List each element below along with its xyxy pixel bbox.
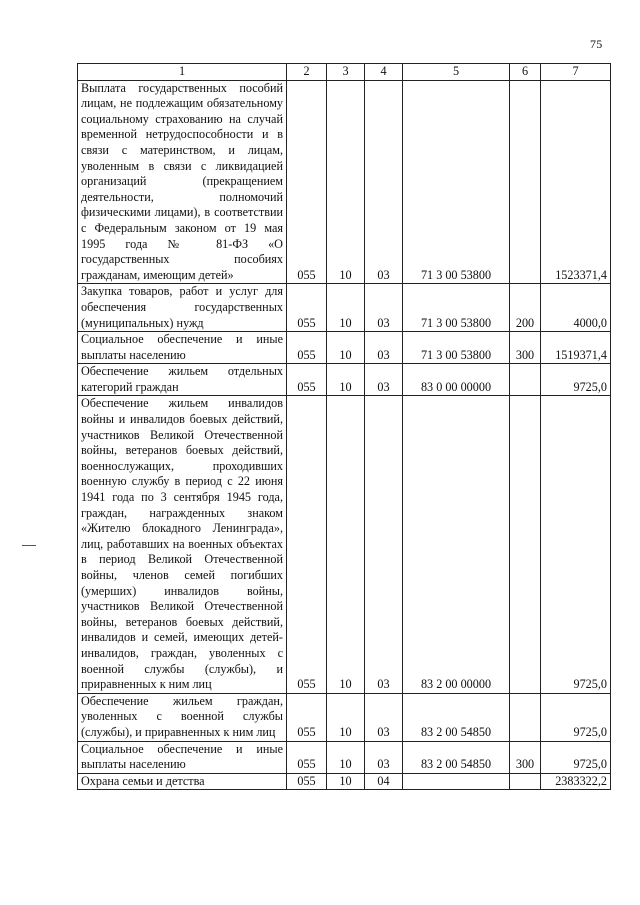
row-section: 10 bbox=[327, 396, 365, 693]
header-row bbox=[78, 64, 611, 81]
row-amount: 9725,0 bbox=[541, 364, 611, 396]
table-row bbox=[78, 332, 611, 364]
row-name-text: Обеспечение жильем отдельных категорий граждан bbox=[81, 364, 283, 394]
header-col-2: 2 bbox=[287, 64, 327, 81]
row-section: 10 bbox=[327, 284, 365, 332]
row-admin-code: 055 bbox=[287, 693, 327, 741]
header-col-6: 6 bbox=[510, 64, 541, 81]
row-amount: 4000,0 bbox=[541, 284, 611, 332]
table-row bbox=[78, 693, 611, 741]
row-admin-code: 055 bbox=[287, 332, 327, 364]
header-col-1: 1 bbox=[78, 64, 287, 81]
row-section: 10 bbox=[327, 693, 365, 741]
row-name bbox=[78, 80, 287, 284]
row-subsection: 03 bbox=[365, 80, 403, 284]
table-header bbox=[78, 64, 611, 81]
row-target-article: 83 2 00 54850 bbox=[403, 693, 510, 741]
row-name bbox=[78, 364, 287, 396]
table-body bbox=[78, 80, 611, 790]
table-row bbox=[78, 396, 611, 693]
row-name-text: Обеспечение жильем граждан, уволенных с военной службы (службы), и приравненных к ним лиц bbox=[81, 693, 283, 739]
row-name-text: Выплата государственных пособий лицам, не подлежащим обязательному социальному страхованию на случай временной нетрудоспособности и в связи с материнством, и лицам, уволенным в связи с ликвидацией организаций (прекращением деятельности, полномочий физическими лицами), в соответствии с Федеральным законом от 19 мая 1995 года № 81-ФЗ «О государственных пособиях гражданам, имеющим детей» bbox=[81, 80, 283, 282]
row-admin-code: 055 bbox=[287, 80, 327, 284]
row-target-article: 71 3 00 53800 bbox=[403, 80, 510, 284]
row-name bbox=[78, 741, 287, 773]
row-target-article: 83 2 00 00000 bbox=[403, 396, 510, 693]
table-row bbox=[78, 80, 611, 284]
header-col-5: 5 bbox=[403, 64, 510, 81]
row-target-article: 71 3 00 53800 bbox=[403, 284, 510, 332]
row-section: 10 bbox=[327, 332, 365, 364]
row-amount: 9725,0 bbox=[541, 693, 611, 741]
row-subsection: 03 bbox=[365, 284, 403, 332]
margin-mark bbox=[22, 545, 36, 546]
row-expense-type bbox=[510, 396, 541, 693]
row-subsection: 03 bbox=[365, 332, 403, 364]
header-col-3: 3 bbox=[327, 64, 365, 81]
row-expense-type bbox=[510, 80, 541, 284]
row-name-text: Социальное обеспечение и иные выплаты населению bbox=[81, 332, 283, 362]
row-name bbox=[78, 396, 287, 693]
row-expense-type: 300 bbox=[510, 741, 541, 773]
page-number: 75 bbox=[590, 37, 603, 51]
row-name bbox=[78, 332, 287, 364]
row-expense-type bbox=[510, 693, 541, 741]
row-expense-type bbox=[510, 773, 541, 790]
row-expense-type: 300 bbox=[510, 332, 541, 364]
row-subsection: 03 bbox=[365, 693, 403, 741]
row-name bbox=[78, 773, 287, 790]
table-row bbox=[78, 284, 611, 332]
row-name bbox=[78, 284, 287, 332]
row-target-article bbox=[403, 773, 510, 790]
row-section: 10 bbox=[327, 773, 365, 790]
row-target-article: 83 2 00 54850 bbox=[403, 741, 510, 773]
row-expense-type bbox=[510, 364, 541, 396]
header-col-4: 4 bbox=[365, 64, 403, 81]
budget-table bbox=[77, 63, 611, 790]
row-subsection: 03 bbox=[365, 741, 403, 773]
row-amount: 2383322,2 bbox=[541, 773, 611, 790]
row-admin-code: 055 bbox=[287, 364, 327, 396]
row-amount: 9725,0 bbox=[541, 741, 611, 773]
row-amount: 9725,0 bbox=[541, 396, 611, 693]
row-target-article: 71 3 00 53800 bbox=[403, 332, 510, 364]
row-name bbox=[78, 693, 287, 741]
row-name-text: Социальное обеспечение и иные выплаты населению bbox=[81, 741, 283, 772]
row-admin-code: 055 bbox=[287, 284, 327, 332]
row-subsection: 04 bbox=[365, 773, 403, 790]
row-subsection: 03 bbox=[365, 396, 403, 693]
row-admin-code: 055 bbox=[287, 773, 327, 790]
row-name-text: Закупка товаров, работ и услуг для обеспечения государственных (муниципальных) нужд bbox=[81, 284, 283, 330]
table-row bbox=[78, 773, 611, 790]
row-expense-type: 200 bbox=[510, 284, 541, 332]
row-amount: 1523371,4 bbox=[541, 80, 611, 284]
row-target-article: 83 0 00 00000 bbox=[403, 364, 510, 396]
table-row bbox=[78, 364, 611, 396]
table-row bbox=[78, 741, 611, 773]
row-section: 10 bbox=[327, 741, 365, 773]
row-name-text: Охрана семьи и детства bbox=[81, 773, 205, 788]
row-section: 10 bbox=[327, 80, 365, 284]
row-name-text: Обеспечение жильем инвалидов войны и инвалидов боевых действий, участников Великой Отечественной войны, ветеранов боевых действий, военнослужащих, проходивших военную службу в период с 22 июня 1941 года по 3 сентября 1945 года, граждан, награжденных знаком «Жителю блокадного Ленинграда», лиц, работавших на военных объектах в период Великой Отечественной войны, членов семей погибших (умерших) инвалидов войны, участников Великой Отечественной войны, ветеранов боевых действий, инвалидов и семей, имеющих детей-инвалидов, граждан, уволенных с военной службы (службы), и приравненных к ним лиц bbox=[81, 396, 283, 692]
header-col-7: 7 bbox=[541, 64, 611, 81]
row-admin-code: 055 bbox=[287, 396, 327, 693]
row-subsection: 03 bbox=[365, 364, 403, 396]
row-section: 10 bbox=[327, 364, 365, 396]
row-amount: 1519371,4 bbox=[541, 332, 611, 364]
row-admin-code: 055 bbox=[287, 741, 327, 773]
